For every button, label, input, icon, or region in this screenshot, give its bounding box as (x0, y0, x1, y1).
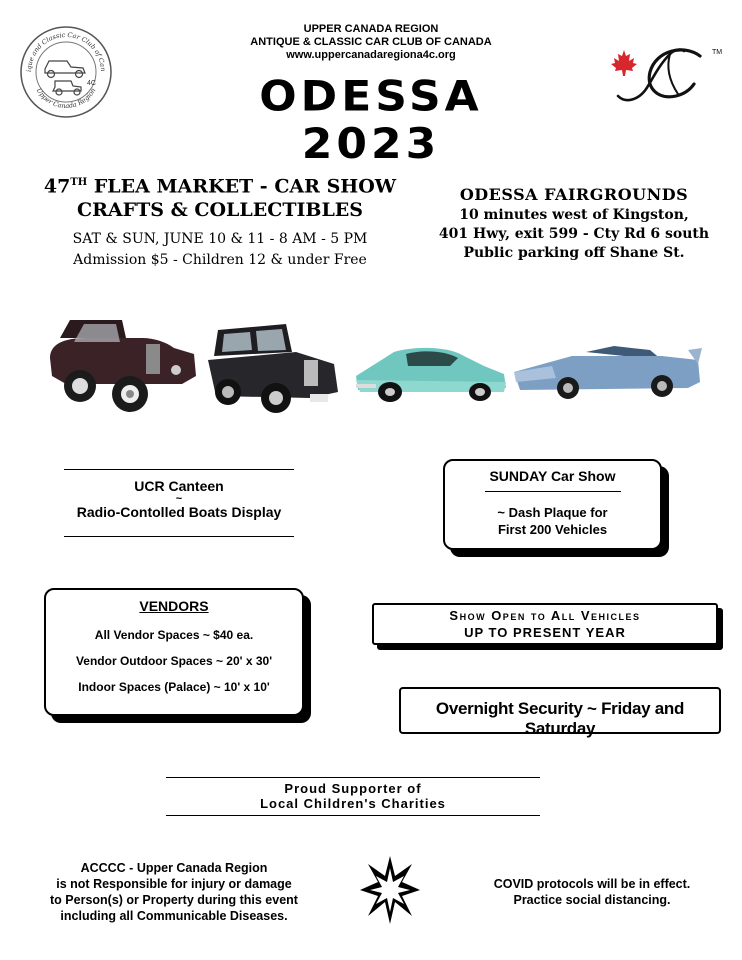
vendors-title: VENDORS (139, 598, 209, 614)
canteen-tilde: ~ (175, 493, 183, 505)
club-logo (19, 25, 113, 119)
canteen-line-2: Radio-Contolled Boats Display (76, 504, 282, 520)
canteen-block (64, 478, 294, 521)
security-text: Overnight Security ~ Friday and Saturday (435, 699, 685, 738)
vendor-item: Indoor Spaces (Palace) ~ 10' x 10' (78, 680, 270, 694)
location-name: ODESSA FAIRGROUNDS (459, 185, 689, 204)
club-logo-ring-bottom: Upper Canada Region (34, 86, 98, 111)
charities-line-2: Local Children's Charities (260, 796, 446, 811)
org-line-1: UPPER CANADA REGION (303, 23, 439, 35)
event-title-line-1 (20, 171, 420, 198)
sunday-show-title: SUNDAY Car Show (489, 468, 616, 484)
charities-bottom-rule (166, 815, 540, 816)
car-image-maroon-touring (46, 314, 202, 414)
location-line-3: Public parking off Shane St. (463, 245, 685, 261)
sunday-show-box (443, 459, 662, 550)
event-title-line-2: CRAFTS & COLLECTIBLES (76, 199, 364, 222)
club-logo-inner: 4C (87, 80, 96, 87)
show-open-line-2: UP TO PRESENT YEAR (464, 625, 626, 640)
event-dates: SAT & SUN, JUNE 10 & 11 - 8 AM - 5 PM (72, 231, 368, 247)
security-box (399, 687, 721, 738)
covid-notice (446, 876, 738, 908)
sunday-show-line-2: First 200 Vehicles (497, 522, 608, 537)
event-title-line-1-rest: FLEA MARKET - CAR SHOW (93, 175, 397, 198)
charities-top-rule (166, 777, 540, 778)
disclaimer-line-4: including all Communicable Diseases. (60, 909, 288, 923)
vendors-box (44, 588, 304, 716)
canteen-line-1: UCR Canteen (134, 478, 224, 494)
vendor-item: Vendor Outdoor Spaces ~ 20' x 30' (75, 654, 273, 668)
show-open-line-1: Show Open to All Vehicles (449, 608, 641, 623)
event-admission: Admission $5 - Children 12 & under Free (73, 252, 367, 268)
brand-logo (604, 42, 728, 114)
sunday-show-divider (485, 491, 621, 492)
car-image-blue-charger (512, 342, 704, 402)
organization-header (200, 23, 542, 62)
sunday-show-line-1: ~ Dash Plaque for (497, 505, 608, 520)
disclaimer-line-3: to Person(s) or Property during this event (50, 893, 298, 907)
covid-line-1: COVID protocols will be in effect. (493, 877, 691, 891)
car-image-mint-coupe (354, 346, 508, 408)
covid-line-2: Practice social distancing. (513, 893, 671, 907)
trademark-mark: TM (712, 49, 723, 56)
event-title (20, 171, 420, 222)
club-logo-ring-top: ique and Classic Car Club of Can (24, 30, 108, 73)
charities-block (166, 781, 540, 811)
maple-leaf-icon (611, 50, 637, 76)
disclaimer-line-1: ACCCC - Upper Canada Region (80, 861, 268, 875)
location-block (420, 184, 728, 263)
edition-number: 47 (43, 175, 71, 198)
disclaimer-line-2: is not Responsible for injury or damage (56, 877, 292, 891)
location-line-2: 401 Hwy, exit 599 - Cty Rd 6 south (438, 226, 710, 242)
website: www.uppercanadaregiona4c.org (286, 49, 456, 61)
car-image-black-sedan (206, 320, 342, 416)
star-icon (358, 854, 422, 926)
page-title: ODESSA 2023 (259, 72, 483, 169)
charities-line-1: Proud Supporter of (284, 781, 422, 796)
org-line-2: ANTIQUE & CLASSIC CAR CLUB OF CANADA (250, 36, 492, 48)
edition-suffix: TH (70, 177, 88, 188)
vendor-item: All Vendor Spaces ~ $40 ea. (94, 628, 254, 642)
canteen-bottom-rule (64, 536, 294, 537)
disclaimer (18, 860, 330, 924)
canteen-top-rule (64, 469, 294, 470)
location-line-1: 10 minutes west of Kingston, (459, 207, 689, 223)
show-open-box (372, 603, 718, 645)
